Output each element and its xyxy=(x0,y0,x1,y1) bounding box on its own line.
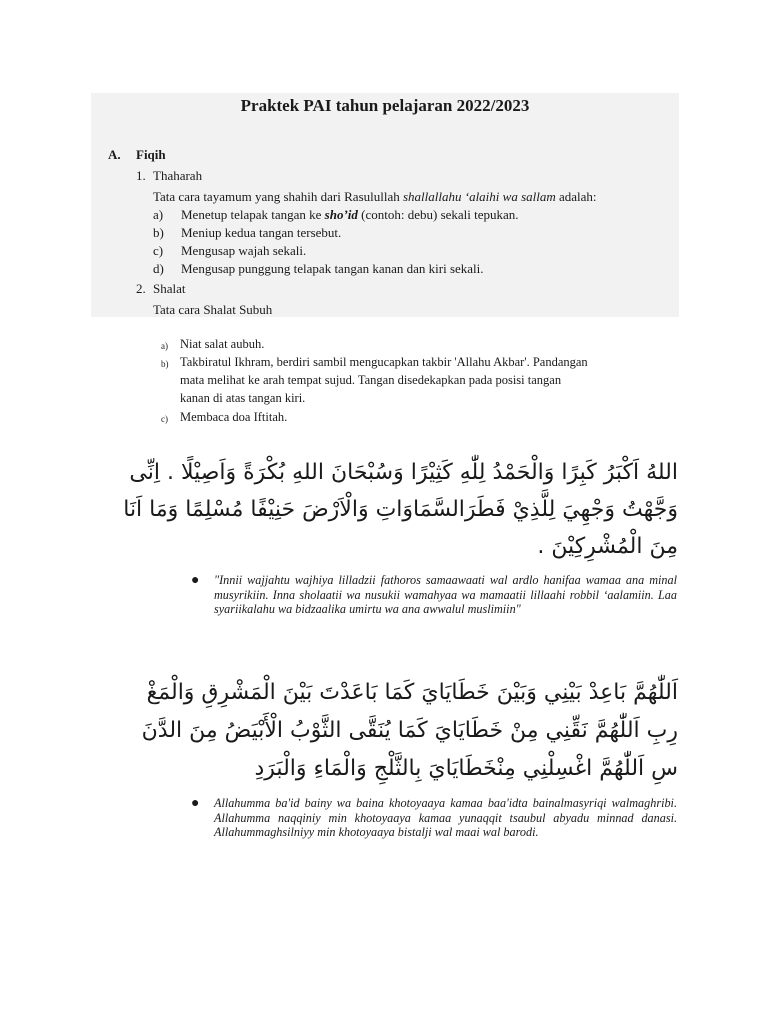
bullet-icon: ● xyxy=(191,573,200,588)
bullet-icon: ● xyxy=(191,796,200,811)
arabic-line: وَجَّهْتُ وَجْهِيَ لِلَّذِيْ فَطَرَالسَّمَاوَاتِ وَالْاَرْضَ حَنِيْفًا مُسْلِمًا وَمَا اَنَا xyxy=(123,497,678,522)
transliteration-paragraph: "Innii wajjahtu wajhiya lilladzii fathoros samaawaati wal ardlo hanifaa wamaa ana minal musyrikiin. Inna sholaatii wa nusukii wamahyaa wa mamaatii lillaahi robbil ‘aalamiin. Laa syariikalahu wa bidzaalika umirtu wa ana awwalul muslimiin" xyxy=(214,573,677,616)
step-text-pre: Menetup telapak tangan ke xyxy=(181,207,322,222)
step-marker: d) xyxy=(153,261,164,276)
step-marker: c) xyxy=(153,243,164,258)
step-text: Meniup kedua tangan tersebut. xyxy=(181,225,342,240)
step-marker: a) xyxy=(153,207,164,222)
item-number: 1. xyxy=(136,168,146,183)
item-heading: Thaharah xyxy=(153,168,203,183)
item-number: 2. xyxy=(136,281,146,296)
step-text: mata melihat ke arah tempat sujud. Tangan disedekapkan pada posisi tangan xyxy=(180,373,562,387)
step-text: Membaca doa Iftitah. xyxy=(180,410,288,424)
intro-end: adalah: xyxy=(559,189,597,204)
step-marker: b) xyxy=(161,359,169,369)
step-text: kanan di atas tangan kiri. xyxy=(180,391,306,405)
step-text-post: (contoh: debu) sekali tepukan. xyxy=(361,207,519,222)
intro-paragraph xyxy=(153,188,597,205)
step-text xyxy=(181,206,519,223)
intro-italic: shallallahu ‘alaihi wa sallam xyxy=(402,189,556,204)
arabic-line: سِ اَللّٰهُمَّ اغْسِلْنِي مِنْخَطَايَايَ بِالثَّلْجِ وَالْمَاءِ وَالْبَرَدِ xyxy=(254,756,678,781)
step-text-emph: sho’id xyxy=(324,207,358,222)
section-marker: A. xyxy=(108,147,121,162)
item-heading: Shalat xyxy=(153,281,186,296)
intro-paragraph: Tata cara Shalat Subuh xyxy=(153,302,273,317)
arabic-line: اَللّٰهُمَّ بَاعِدْ بَيْنِي وَبَيْنَ خَطَايَايَ كَمَا بَاعَدْتَ بَيْنَ الْمَشْرِقِ وَالْمَغْ xyxy=(146,680,678,705)
arabic-line: اللهُ اَكْبَرُ كَبِرًا وَالْحَمْدُ لِلّٰهِ كَثِيْرًا وَسُبْحَانَ اللهِ بُكْرَةً وَاَصِيْلًا . اِنِّى xyxy=(129,460,678,485)
step-text: Mengusap wajah sekali. xyxy=(181,243,307,258)
step-text: Mengusap punggung telapak tangan kanan dan kiri sekali. xyxy=(181,261,484,276)
arabic-line: مِنَ الْمُشْرِكِيْنَ . xyxy=(537,534,678,559)
intro-text: Tata cara tayamum yang shahih dari Rasulullah xyxy=(153,189,400,204)
section-heading: Fiqih xyxy=(136,147,166,162)
page-title: Praktek PAI tahun pelajaran 2022/2023 xyxy=(240,96,530,115)
arabic-line: رِبِ اَللّٰهُمَّ نَقِّنِي مِنْ خَطَايَايَ كَمَا يُنَقَّى الثَّوْبُ الْأَبْيَضُ مِنَ الدَّنَ xyxy=(141,718,678,743)
step-marker: c) xyxy=(161,414,168,424)
step-marker: b) xyxy=(153,225,164,240)
step-text: Niat salat aubuh. xyxy=(180,337,265,351)
step-marker: a) xyxy=(161,341,168,351)
step-text: Takbiratul Ikhram, berdiri sambil mengucapkan takbir 'Allahu Akbar'. Pandangan xyxy=(180,355,588,369)
transliteration-paragraph: Allahumma ba'id bainy wa baina khotoyaaya kamaa baa'idta bainalmasyriqi walmaghribi. Allahumma naqqiniy min khotoyaaya kamaa yunaqqit tsaubul abyadu minnad danasi. Allahummaghsilniyy min khotoyaaya bistalji wal maai wal barodi. xyxy=(214,796,677,839)
